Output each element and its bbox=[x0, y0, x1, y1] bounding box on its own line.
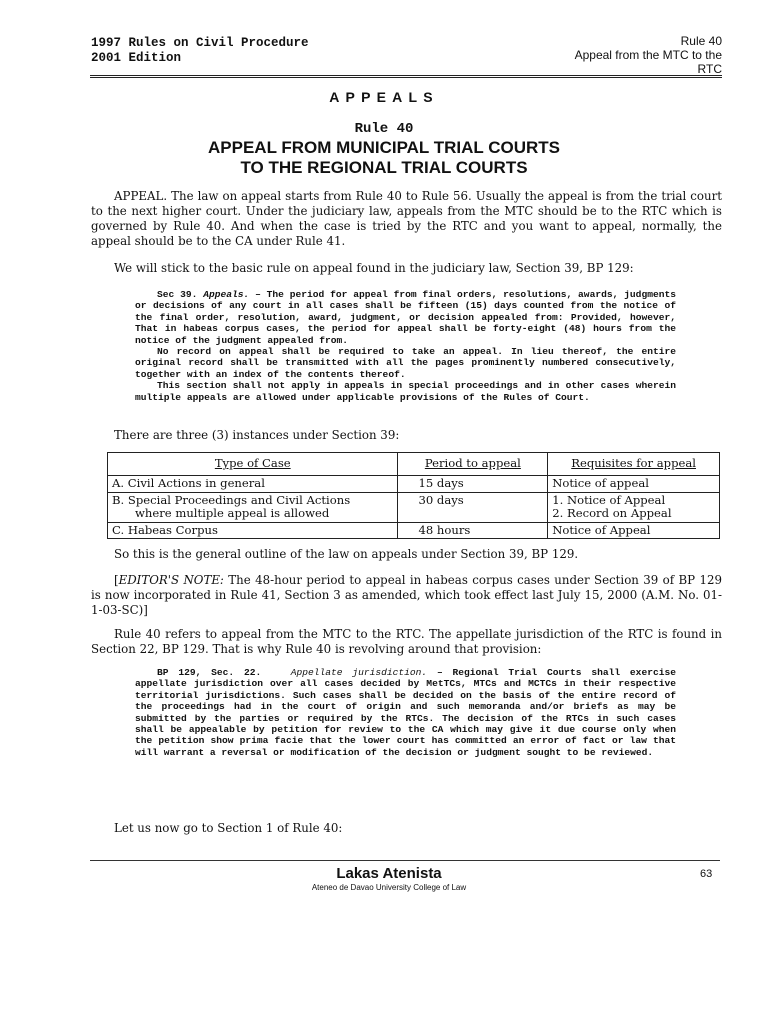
header-rule-title-1: Appeal from the MTC to the bbox=[574, 48, 722, 62]
quote-section-number: BP 129, Sec. 22. bbox=[157, 667, 262, 678]
rule-label: Rule 40 bbox=[354, 121, 414, 137]
header-book-title: 1997 Rules on Civil Procedure bbox=[91, 36, 309, 50]
quote-text-3: This section shall not apply in appeals in special proceedings and in other cases wherein multiple appeals are allowed under applicable provisions of the Rules of Court. bbox=[135, 380, 676, 403]
section-heading: APPEALS bbox=[329, 89, 439, 105]
table-cell-period: 30 days bbox=[398, 492, 548, 522]
footer-rule-line bbox=[90, 860, 720, 861]
footer-subtitle: Ateneo de Davao University College of Law bbox=[311, 883, 467, 892]
quote-text: – Regional Trial Courts shall exercise appellate jurisdiction over all cases decided by MetTCs, MTCs and MCTCs in their respective territorial jurisdictions. Such cases shall be decided on the basis of the entire record of the proceedings had in the court of origin and such memoranda and/or briefs as may be submitted by the parties or required by the RTCs. The decision of the RTCs in such cases shall be appealable by petition for review to the CA which may give it due course only when the petition show prima facie that the lower court has committed an error of fact or law that will warrant a reversal or modification of the decision or judgment sought to be reviewed. bbox=[135, 667, 676, 758]
editors-note: [EDITOR'S NOTE: The 48-hour period to appeal in habeas corpus cases under Section 39 of BP 129 is now incorporated in Rule 41, Section 3 as amended, which took effect last July 15, 2000 (A.M. No. 01-1-03-SC)] bbox=[91, 573, 722, 617]
quote-text-2: No record on appeal shall be required to take an appeal. In lieu thereof, the entire original record shall be transmitted with all the pages prominently numbered consecutively, together with an index of the contents thereof. bbox=[135, 346, 676, 380]
table-cell-requisites: Notice of appeal bbox=[548, 476, 720, 493]
quote-section-label: Appeals. bbox=[203, 289, 250, 300]
editors-note-label: EDITOR'S NOTE: bbox=[118, 573, 224, 587]
table-cell-period: 48 hours bbox=[398, 522, 548, 539]
table-row bbox=[108, 522, 720, 539]
quote-section-22 bbox=[135, 667, 676, 758]
table-cell-requisites: 1. Notice of Appeal 2. Record on Appeal bbox=[548, 492, 720, 522]
title-line-1: APPEAL FROM MUNICIPAL TRIAL COURTS bbox=[208, 138, 560, 157]
header-rule-line bbox=[90, 75, 722, 76]
paragraph-rule-40: Rule 40 refers to appeal from the MTC to the RTC. The appellate jurisdiction of the RTC is found in Section 22, BP 129. That is why Rule 40 is revolving around that provision: bbox=[91, 627, 722, 656]
running-header-right bbox=[462, 34, 722, 76]
quote-text-1: – The period for appeal from final orders, resolutions, awards, judgments or decisions of any court in all cases shall be fifteen (15) days counted from the notice of the final order, resolution, award, judgment, or decision appealed from: Provided, however, That in habeas corpus cases, the period for appeal shall be forty-eight (48) hours from the notice of the judgment appealed from. bbox=[135, 289, 676, 346]
table-row bbox=[108, 476, 720, 493]
table-header-row bbox=[108, 453, 720, 476]
quote-section-number: Sec 39. bbox=[157, 289, 198, 300]
header-rule-line-2 bbox=[90, 77, 722, 78]
table-cell-type: C. Habeas Corpus bbox=[108, 522, 398, 539]
footer-title: Lakas Atenista bbox=[336, 865, 442, 882]
table-cell-requisites: Notice of Appeal bbox=[548, 522, 720, 539]
table-header-type: Type of Case bbox=[108, 453, 398, 476]
page-title bbox=[0, 138, 768, 178]
table-cell-period: 15 days bbox=[398, 476, 548, 493]
table-header-requisites: Requisites for appeal bbox=[548, 453, 720, 476]
instances-table bbox=[107, 452, 720, 539]
table-header-period: Period to appeal bbox=[398, 453, 548, 476]
paragraph-basic-rule: We will stick to the basic rule on appeal found in the judiciary law, Section 39, BP 129: bbox=[114, 261, 634, 275]
page-number: 63 bbox=[700, 868, 713, 880]
header-edition: 2001 Edition bbox=[91, 51, 182, 65]
title-line-2: TO THE REGIONAL TRIAL COURTS bbox=[240, 158, 528, 177]
quote-section-label: Appellate jurisdiction. bbox=[290, 667, 428, 678]
editors-note-text: The 48-hour period to appeal in habeas corpus cases under Section 39 of BP 129 is now incorporated in Rule 41, Section 3 as amended, which took effect last July 15, 2000 (A.M. No. 01-1-03-SC)] bbox=[91, 573, 722, 617]
header-rule-title-2: RTC bbox=[697, 62, 722, 76]
paragraph-instances: There are three (3) instances under Section 39: bbox=[114, 428, 400, 442]
header-rule-number: Rule 40 bbox=[680, 34, 722, 48]
table-cell-type: A. Civil Actions in general bbox=[108, 476, 398, 493]
table-row bbox=[108, 492, 720, 522]
running-header-left bbox=[91, 36, 309, 66]
table-cell-type: B. Special Proceedings and Civil Actions where multiple appeal is allowed bbox=[108, 492, 398, 522]
paragraph-next-section: Let us now go to Section 1 of Rule 40: bbox=[114, 821, 343, 835]
quote-section-39 bbox=[135, 289, 676, 403]
paragraph-appeal-intro: APPEAL. The law on appeal starts from Rule 40 to Rule 56. Usually the appeal is from the trial court to the next higher court. Under the judiciary law, appeals from the MTC should be to the RTC which is governed by Rule 40. And when the case is tried by the RTC and you want to appeal, normally, the appeal should be to the CA under Rule 41. bbox=[91, 189, 722, 248]
paragraph-outline: So this is the general outline of the law on appeals under Section 39, BP 129. bbox=[114, 547, 579, 561]
